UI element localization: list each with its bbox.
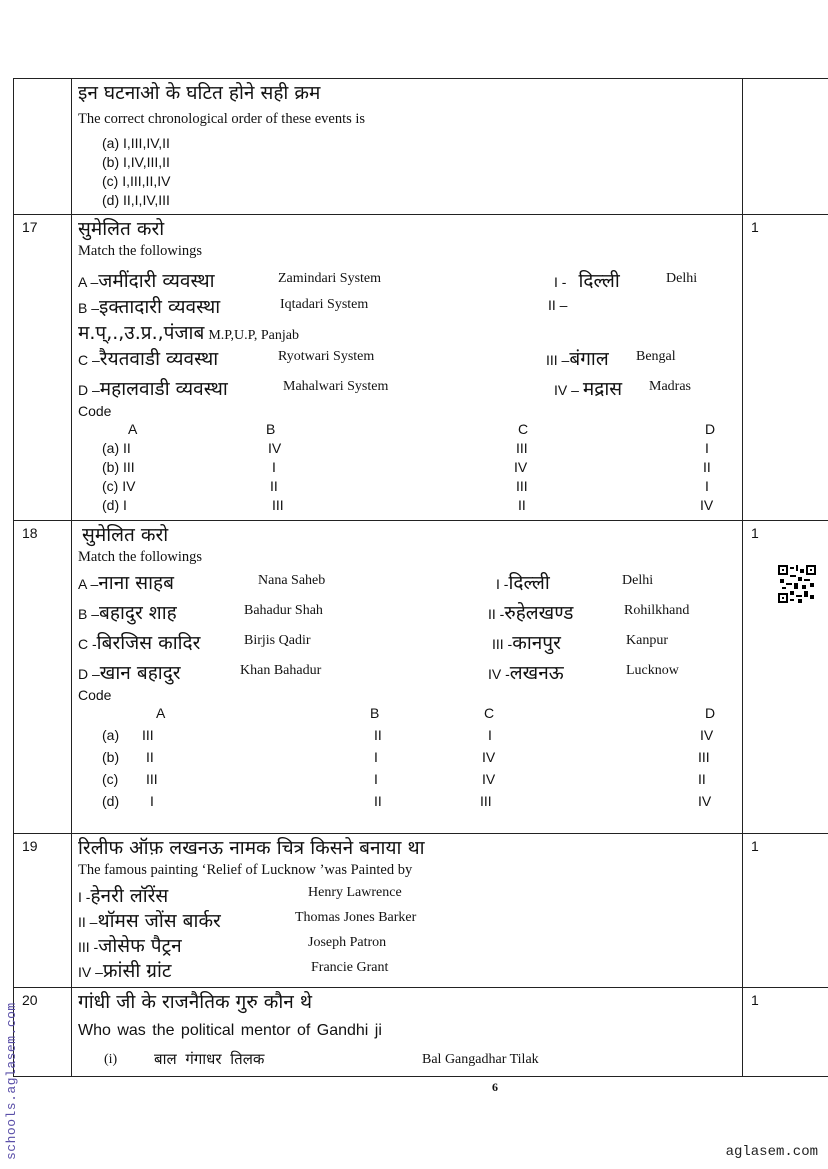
option-b: (b) I,IV,III,II — [102, 154, 170, 170]
code-row — [78, 793, 736, 815]
question-text-hindi: इन घटनाओ के घटित होने सही क्रम — [78, 82, 321, 104]
marks-cell: 1 — [743, 521, 828, 834]
match-row — [78, 291, 736, 317]
code-cell: II — [374, 727, 382, 743]
option-d: (d) II,I,IV,III — [102, 192, 170, 208]
option-prefix: IV – — [78, 964, 103, 980]
match-row-wrap — [78, 317, 736, 343]
option-english: Joseph Patron — [308, 935, 387, 950]
code-cell: I — [488, 727, 492, 743]
code-cell: III — [272, 497, 284, 513]
code-header: D — [705, 421, 716, 437]
match-english: Iqtadari System — [280, 297, 369, 312]
match-prefix: III - — [492, 636, 513, 652]
option-row — [78, 880, 736, 905]
option-prefix: III - — [78, 939, 99, 955]
match-english: Lucknow — [626, 663, 679, 678]
question-body — [72, 215, 743, 521]
question-text-hindi: गांधी जी के राजनैतिक गुरु कौन थे — [78, 991, 313, 1013]
match-english: Khan Bahadur — [240, 663, 322, 678]
match-row — [78, 265, 736, 291]
code-header: C — [484, 705, 495, 721]
option-hindi: जोसेफ पैट्रन — [98, 935, 182, 957]
match-prefix: IV – — [554, 382, 579, 398]
match-row — [78, 373, 736, 399]
option-hindi: थॉमस जोंस बार्कर — [97, 910, 221, 932]
code-cell: II — [146, 749, 154, 765]
question-row-18 — [14, 521, 828, 834]
code-cell: II — [374, 793, 382, 809]
match-prefix: II – — [548, 297, 568, 313]
code-cell: IV — [482, 749, 496, 765]
match-hindi: कानपुर — [512, 632, 561, 654]
option-a: (a) I,III,IV,II — [102, 135, 170, 151]
match-prefix: A – — [78, 576, 99, 592]
match-hindi: खान बहादुर — [99, 662, 181, 684]
match-prefix: III – — [546, 352, 570, 368]
code-cell: (b) III — [102, 459, 135, 475]
code-label: Code — [78, 687, 112, 703]
code-cell: IV — [482, 771, 496, 787]
match-prefix: I - — [554, 274, 567, 290]
code-cell: (b) — [102, 749, 120, 765]
code-grid — [78, 421, 736, 516]
question-text-hindi: सुमेलित करो — [78, 218, 165, 240]
match-english: Delhi — [666, 271, 698, 286]
marks-cell — [743, 79, 828, 215]
question-number: 18 — [14, 521, 72, 834]
match-english: Nana Saheb — [258, 573, 326, 588]
code-cell: IV — [698, 793, 712, 809]
question-body — [72, 79, 743, 215]
question-table — [13, 78, 828, 1077]
match-english: Bengal — [636, 349, 676, 364]
match-english: Bahadur Shah — [244, 603, 323, 618]
code-cell: I — [150, 793, 154, 809]
code-cell: I — [374, 771, 378, 787]
match-prefix: B – — [78, 606, 100, 622]
match-english: Mahalwari System — [283, 379, 389, 394]
code-cell: (c) IV — [102, 478, 136, 494]
question-number: 19 — [14, 834, 72, 988]
question-number — [14, 79, 72, 215]
match-hindi: दिल्ली — [508, 572, 550, 594]
code-header: A — [156, 705, 166, 721]
match-english: Delhi — [622, 573, 654, 588]
match-hindi: जमींदारी व्यवस्था — [98, 270, 215, 292]
marks-cell: 1 — [743, 834, 828, 988]
match-hindi: रैयतवाडी व्यवस्था — [99, 348, 219, 370]
code-cell: III — [516, 440, 528, 456]
match-hindi: बंगाल — [569, 348, 609, 370]
match-prefix: A – — [78, 274, 99, 290]
code-cell: IV — [514, 459, 528, 475]
question-row-19 — [14, 834, 828, 988]
match-hindi: रुहेलखण्ड — [504, 602, 574, 624]
code-grid — [78, 705, 736, 815]
option-hindi: हेनरी लॉरेंस — [90, 885, 169, 907]
option-hindi: फ्रांसी ग्रांट — [102, 960, 172, 982]
code-cell: III — [142, 727, 154, 743]
option-prefix: II – — [78, 914, 98, 930]
question-text-english: Match the followings — [78, 243, 203, 259]
option-row — [78, 955, 736, 980]
code-cell: (a) II — [102, 440, 131, 456]
match-prefix: I - — [496, 576, 509, 592]
match-english: M.P,U.P, Panjab — [208, 328, 299, 343]
code-cell: (d) I — [102, 497, 127, 513]
code-header: A — [128, 421, 138, 437]
match-english: Ryotwari System — [278, 349, 375, 364]
code-cell: I — [705, 440, 709, 456]
question-text-hindi: रिलीफ ऑफ़ लखनऊ नामक चित्र किसने बनाया था — [78, 837, 425, 859]
question-text-english: Who was the political mentor of Gandhi ji — [78, 1022, 382, 1039]
option-c: (c) I,III,II,IV — [102, 173, 171, 189]
code-row — [78, 440, 736, 459]
option-row — [78, 905, 736, 930]
match-hindi: मद्रास — [582, 378, 623, 400]
option-english: Thomas Jones Barker — [295, 910, 417, 925]
code-header: B — [370, 705, 380, 721]
match-prefix: C - — [78, 636, 97, 652]
page-number: 6 — [492, 1080, 498, 1094]
option-row — [78, 1046, 736, 1072]
question-row-20 — [14, 988, 828, 1077]
match-prefix: C – — [78, 352, 100, 368]
code-row — [78, 478, 736, 497]
option-english: Bal Gangadhar Tilak — [422, 1052, 539, 1067]
code-cell: I — [272, 459, 276, 475]
match-hindi: महालवाडी व्यवस्था — [99, 378, 228, 400]
match-english: Kanpur — [626, 633, 668, 648]
match-hindi: बहादुर शाह — [99, 602, 177, 624]
match-row — [78, 627, 736, 657]
code-cell: (c) — [102, 771, 119, 787]
marks-cell: 1 — [743, 988, 828, 1077]
code-cell: IV — [700, 497, 714, 513]
code-header-row — [78, 421, 736, 440]
option-row — [78, 930, 736, 955]
code-row — [78, 497, 736, 516]
code-cell: III — [516, 478, 528, 494]
match-english: Zamindari System — [278, 271, 382, 286]
match-hindi: दिल्ली — [578, 270, 620, 292]
code-cell: I — [374, 749, 378, 765]
code-header: C — [518, 421, 529, 437]
option-prefix: I - — [78, 889, 91, 905]
code-cell: III — [480, 793, 492, 809]
code-cell: II — [698, 771, 706, 787]
match-hindi: नाना साहब — [98, 572, 174, 594]
question-text-english: The famous painting ‘Relief of Lucknow ’was Painted by — [78, 862, 413, 878]
code-cell: III — [698, 749, 710, 765]
code-header: D — [705, 705, 716, 721]
match-row — [78, 567, 736, 597]
qr-code-icon — [778, 565, 816, 603]
match-prefix: D – — [78, 666, 100, 682]
question-body — [72, 834, 743, 988]
question-text-english: The correct chronological order of these events is — [78, 111, 366, 127]
match-prefix: II - — [488, 606, 505, 622]
match-english: Madras — [649, 379, 691, 394]
question-row-16 — [14, 79, 828, 215]
match-english: Rohilkhand — [624, 603, 690, 618]
match-prefix: B – — [78, 300, 100, 316]
code-header: B — [266, 421, 276, 437]
code-cell: (a) — [102, 727, 120, 743]
option-prefix: (i) — [104, 1052, 118, 1067]
option-english: Henry Lawrence — [308, 885, 402, 900]
code-label: Code — [78, 403, 112, 419]
code-row — [78, 459, 736, 478]
match-english: Birjis Qadir — [244, 633, 311, 648]
match-hindi: लखनऊ — [509, 662, 564, 684]
code-cell: I — [705, 478, 709, 494]
watermark-corner: aglasem.com — [725, 1144, 818, 1160]
code-row — [78, 771, 736, 793]
match-hindi: इक्तादारी व्यवस्था — [99, 296, 221, 318]
code-cell: II — [518, 497, 526, 513]
code-cell: IV — [268, 440, 282, 456]
question-text-english: Match the followings — [78, 549, 203, 565]
match-hindi: बिरजिस कादिर — [96, 632, 201, 654]
option-hindi: बाल गंगाधर तिलक — [154, 1050, 265, 1068]
option-english: Francie Grant — [311, 960, 389, 975]
code-row — [78, 727, 736, 749]
code-row — [78, 749, 736, 771]
match-prefix: D – — [78, 382, 100, 398]
question-body — [72, 988, 743, 1077]
question-number: 20 — [14, 988, 72, 1077]
code-cell: IV — [700, 727, 714, 743]
question-text-hindi: सुमेलित करो — [82, 524, 169, 546]
question-body — [72, 521, 743, 834]
code-cell: (d) — [102, 793, 120, 809]
match-row — [78, 597, 736, 627]
match-prefix: IV - — [488, 666, 510, 682]
match-row — [78, 343, 736, 369]
code-cell: II — [270, 478, 278, 494]
match-row — [78, 657, 736, 685]
question-number: 17 — [14, 215, 72, 521]
code-cell: II — [703, 459, 711, 475]
watermark-vertical: schools.aglasem.com — [4, 1002, 19, 1160]
code-header-row — [78, 705, 736, 727]
question-row-17 — [14, 215, 828, 521]
marks-cell: 1 — [743, 215, 828, 521]
code-cell: III — [146, 771, 158, 787]
match-hindi: म.प्,.,उ.प्र.,पंजाब — [78, 322, 205, 344]
